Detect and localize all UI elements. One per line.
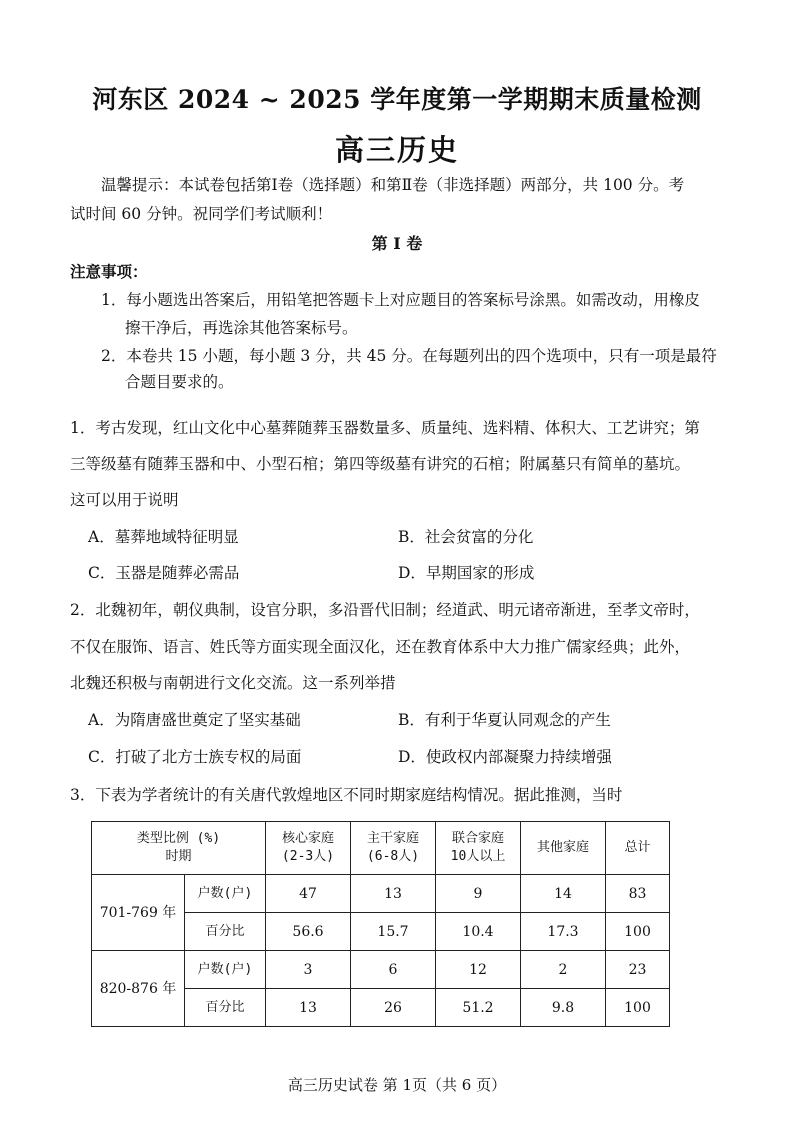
column-header-line1: 联合家庭 (451, 831, 504, 846)
question-1-option-b: B．社会贫富的分化 (398, 528, 534, 546)
notice-title: 注意事项： (70, 262, 148, 281)
question-1-line-3: 这可以用于说明 (70, 491, 179, 509)
table-cell: 15.7 (351, 913, 436, 951)
column-header-total (606, 822, 670, 875)
question-3-line-1: 3．下表为学者统计的有关唐代敦煌地区不同时期家庭结构情况。据此推测，当时 (70, 786, 623, 804)
question-1-option-a: A．墓葬地域特征明显 (88, 528, 239, 546)
section-title: 第 Ⅰ 卷 (371, 234, 423, 253)
notice-item-2-cont: 合题目要求的。 (125, 373, 234, 391)
column-header-line1: 主干家庭 (366, 831, 419, 846)
row-kind-label: 户数(户) (185, 875, 266, 913)
table-cell: 12 (436, 951, 521, 989)
table-corner-cell (92, 822, 266, 875)
table-cell: 9.8 (521, 989, 606, 1027)
period-label: 701-769 年 (92, 875, 185, 951)
table-cell: 47 (266, 875, 351, 913)
row-kind-label: 户数(户) (185, 951, 266, 989)
row-kind-label: 百分比 (185, 989, 266, 1027)
question-1-line-2: 三等级墓有随葬玉器和中、小型石棺；第四等级墓有讲究的石棺；附属墓只有简单的墓坑。 (70, 455, 691, 473)
tip-line-1: 温馨提示：本试卷包括第Ⅰ卷（选择题）和第Ⅱ卷（非选择题）两部分，共 100 分。考 (101, 176, 685, 194)
question-2-option-b: B．有利于华夏认同观念的产生 (398, 711, 611, 729)
column-header-other (521, 822, 606, 875)
notice-item-2: 2．本卷共 15 小题，每小题 3 分，共 45 分。在每题列出的四个选项中，只有一项是最符 (101, 347, 717, 365)
family-structure-table (91, 821, 670, 1027)
question-1-option-d: D．早期国家的形成 (398, 564, 535, 582)
subject-title: 高三历史 (334, 133, 459, 167)
column-header-line2: (2-3人) (281, 849, 335, 864)
table-header-row (92, 822, 670, 875)
question-2-line-2: 不仅在服饰、语言、姓氏等方面实现全面汉化，还在教育体系中大力推广儒家经典；此外， (70, 638, 691, 656)
column-header-line2: (6-8人) (366, 849, 420, 864)
question-2-option-d: D．使政权内部凝聚力持续增强 (398, 748, 612, 766)
corner-bottom-label: 时期 (165, 849, 192, 864)
question-2-option-a: A．为隋唐盛世奠定了坚实基础 (88, 711, 301, 729)
table-cell: 83 (606, 875, 670, 913)
table-cell: 13 (266, 989, 351, 1027)
page-footer: 高三历史试卷 第 1页（共 6 页） (287, 1076, 507, 1094)
column-header-line2: 10人以上 (450, 849, 506, 864)
column-header-line1: 核心家庭 (281, 831, 334, 846)
table-cell: 100 (606, 913, 670, 951)
tip-line-2: 试时间 60 分钟。祝同学们考试顺利！ (70, 205, 333, 223)
table-cell: 14 (521, 875, 606, 913)
exam-title: 河东区 2024 ~ 2025 学年度第一学期期末质量检测 (92, 85, 702, 114)
column-header-nuclear (266, 822, 351, 875)
corner-top-label: 类型比例 (%) (136, 831, 221, 846)
notice-item-1: 1．每小题选出答案后，用铅笔把答题卡上对应题目的答案标号涂黑。如需改动，用橡皮 (101, 291, 700, 309)
table-cell: 100 (606, 989, 670, 1027)
table-row (92, 875, 670, 913)
column-header-line1: 总计 (624, 840, 651, 855)
table-cell: 26 (351, 989, 436, 1027)
notice-item-1-cont: 擦干净后，再选涂其他答案标号。 (125, 319, 358, 337)
table-cell: 23 (606, 951, 670, 989)
table-cell: 6 (351, 951, 436, 989)
column-header-joint (436, 822, 521, 875)
table-cell: 3 (266, 951, 351, 989)
table-cell: 13 (351, 875, 436, 913)
question-1-line-1: 1．考古发现，红山文化中心墓葬随葬玉器数量多、质量纯、选料精、体积大、工艺讲究；第 (70, 419, 700, 437)
period-label: 820-876 年 (92, 951, 185, 1027)
row-kind-label: 百分比 (185, 913, 266, 951)
question-1-option-c: C．玉器是随葬必需品 (88, 564, 240, 582)
table-cell: 2 (521, 951, 606, 989)
question-2-line-3: 北魏还积极与南朝进行文化交流。这一系列举措 (70, 674, 396, 692)
table-cell: 17.3 (521, 913, 606, 951)
table-cell: 9 (436, 875, 521, 913)
column-header-line1: 其他家庭 (536, 840, 589, 855)
table-cell: 56.6 (266, 913, 351, 951)
table-cell: 10.4 (436, 913, 521, 951)
table-cell: 51.2 (436, 989, 521, 1027)
question-2-line-1: 2．北魏初年，朝仪典制，设官分职，多沿晋代旧制；经道武、明元诸帝渐进，至孝文帝时， (70, 601, 700, 619)
column-header-stem (351, 822, 436, 875)
table-row (92, 951, 670, 989)
question-2-option-c: C．打破了北方士族专权的局面 (88, 748, 302, 766)
